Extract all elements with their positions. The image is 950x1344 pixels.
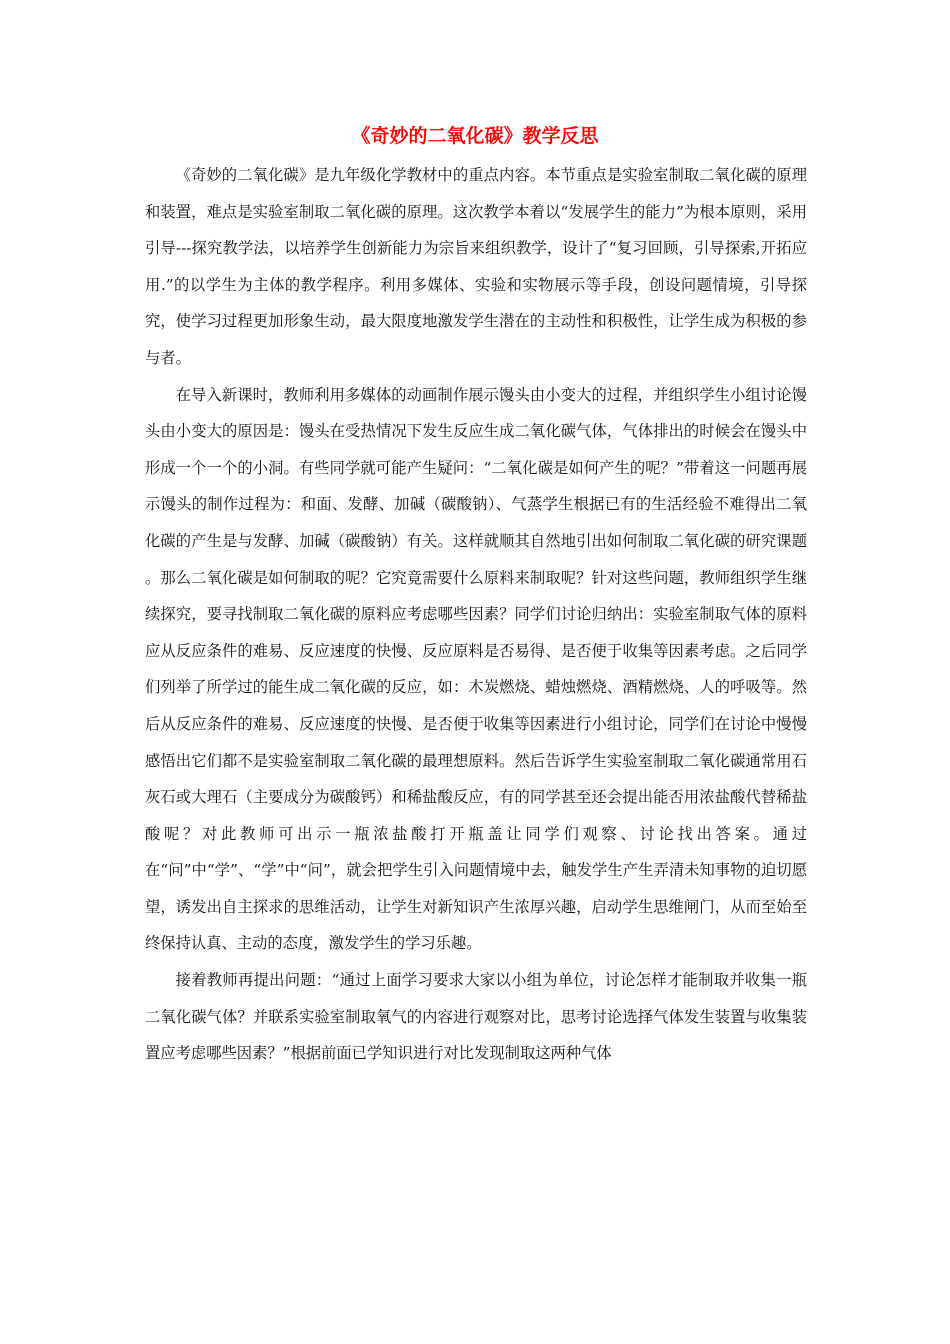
document-title: 《奇妙的二氧化碳》教学反思 [351,125,599,147]
paragraph-2: 在导入新课时，教师利用多媒体的动画制作展示馒头由小变大的过程，并组织学生小组讨论馒头由小变大的原因是：馒头在受热情况下发生反应生成二氧化碳气体，气体排出的时候会在馒头中形成一个一个的小洞。有些同学就可能产生疑问：“二氧化碳是如何产生的呢？”带着这一问题再展示馒头的制作过程为：和面、发酵、加碱（碳酸钠）、气蒸学生根据已有的生活经验不难得出二氧化碳的产生是与发酵、加碱（碳酸钠）有关。这样就顺其自然地引出如何制取二氧化碳的研究课题 。那么二氧化碳是如何制取的呢？它究竟需要什么原料来制取呢？针对这些问题，教师组织学生继续探究，要寻找制取二氧化碳的原料应考虑哪些因素？同学们讨论归纳出：实验室制取气体的原料应从反应条件的难易、反应速度的快慢、反应原料是否易得、是否便于收集等因素考虑。之后同学们列举了所学过的能生成二氧化碳的反应，如：木炭燃烧、蜡烛燃烧、酒精燃烧、人的呼吸等。然后从反应条件的难易、反应速度的快慢、是否便于收集等因素进行小组讨论，同学们在讨论中慢慢感悟出它们都不是实验室制取二氧化碳的最理想原料。然后告诉学生实验室制取二氧化碳通常用石灰石或大理石（主要成分为碳酸钙）和稀盐酸反应，有的同学甚至还会提出能否用浓盐酸代替稀盐酸呢？对此教师可出示一瓶浓盐酸打开瓶盖让同学们观察、讨论找出答案。通过在“问”中“学”、“学”中“问”，就会把学生引入问题情境中去，触发学生产生弄清未知事物的迫切愿望，诱发出自主探求的思维活动，让学生对新知识产生浓厚兴趣，启动学生思维闸门，从而至始至终保持认真、主动的态度，激发学生的学习乐趣。 [145,385,807,953]
paragraph-1: 《奇妙的二氧化碳》是九年级化学教材中的重点内容。本节重点是实验室制取二氧化碳的原理和装置，难点是实验室制取二氧化碳的原理。这次教学本着以“发展学生的能力”为根本原则，采用引导---探究教学法，以培养学生创新能力为宗旨来组织教学，设计了“复习回顾，引导探索,开拓应用.”的以学生为主体的教学程序。利用多媒体、实验和实物展示等手段，创设问题情境，引导探究，使学习过程更加形象生动，最大限度地激发学生潜在的主动性和积极性，让学生成为积极的参与者。 [145,166,807,367]
paragraph-3: 接着教师再提出问题：“通过上面学习要求大家以小组为单位，讨论怎样才能制取并收集一瓶二氧化碳气体？并联系实验室制取氧气的内容进行观察对比，思考讨论选择气体发生装置与收集装置应考虑哪些因素？”根据前面已学知识进行对比发现制取这两种气体 [145,971,807,1063]
document-body [145,157,807,1072]
